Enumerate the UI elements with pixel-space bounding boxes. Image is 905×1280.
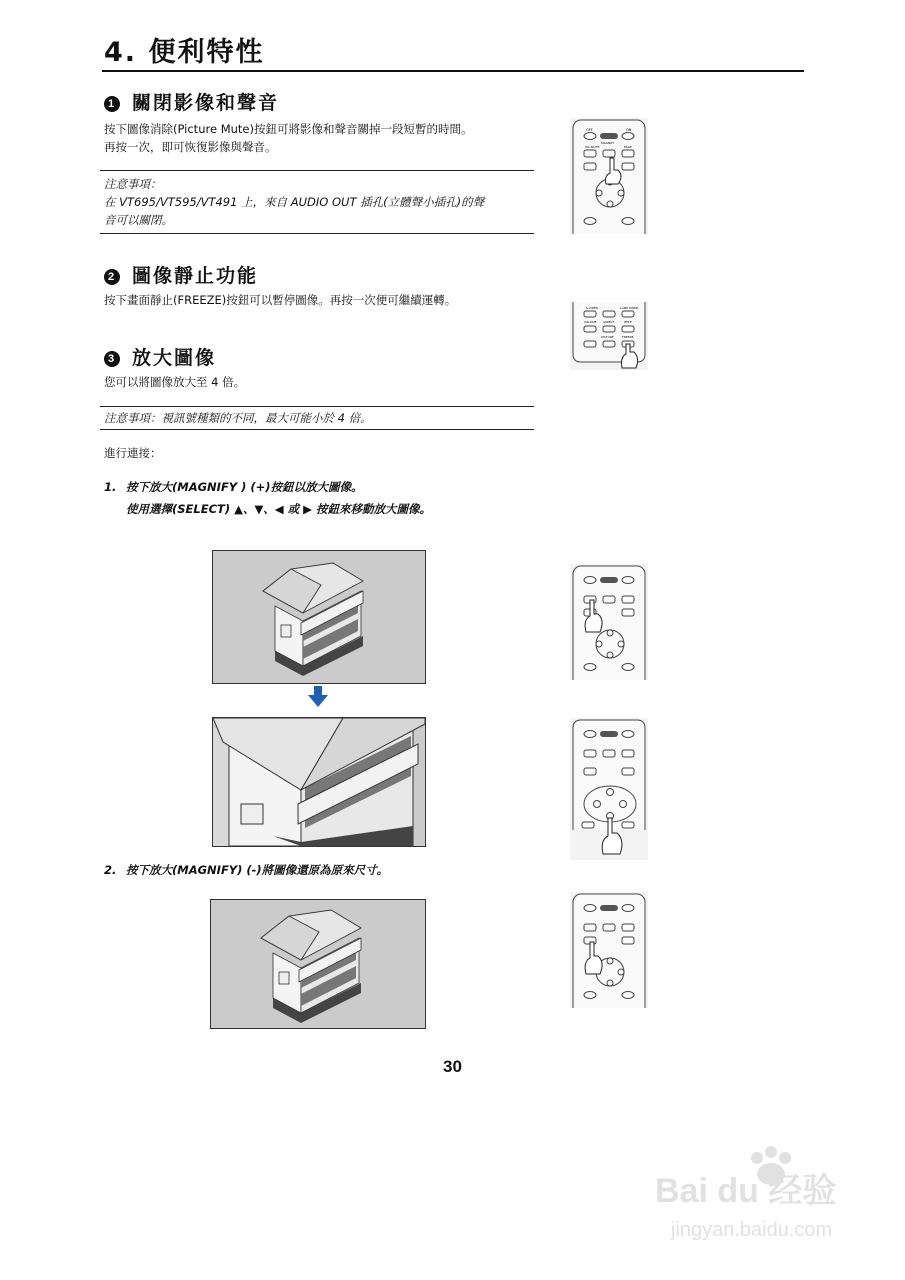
section1-line2: 再按一次，即可恢復影像與聲音。: [104, 140, 277, 154]
remote-picture-mute: [570, 118, 648, 234]
section1-title: 關閉影像和聲音: [132, 92, 280, 114]
house-image-restored: [210, 899, 426, 1029]
section1-body: [104, 120, 544, 156]
remote-label-s-video: S-VIDEO: [586, 306, 599, 310]
watermark-brand: Bai du 经验: [655, 1172, 837, 1210]
house-image-magnified: [212, 717, 426, 847]
remote-label-page: PAGE: [624, 145, 632, 149]
remote-label-volume: VOLUME: [584, 320, 597, 324]
section3-number: 3: [104, 351, 120, 367]
section3-title: 放大圖像: [132, 347, 217, 369]
step-1-line1: 按下放大(MAGNIFY ) (+)按鈕以放大圖像。: [126, 480, 363, 494]
remote-label-picmute: PIC-MUTE: [585, 145, 600, 149]
chapter-divider: [102, 70, 804, 72]
section2-number: 2: [104, 269, 120, 285]
step-2-line1: 按下放大(MAGNIFY) (-)將圖像還原為原來尺寸。: [126, 863, 389, 877]
remote-label-lamp-mode: LAMP MODE: [620, 306, 639, 310]
section3-heading: [104, 343, 216, 370]
remote-label-magnify: MAGNIFY: [601, 141, 615, 145]
section1-note: [100, 170, 534, 234]
procedure-label: 進行連接：: [104, 446, 162, 460]
remote-magnify-plus: [570, 564, 648, 680]
remote-label-aspect: ASPECT: [603, 320, 615, 324]
step-1-line2: 使用選擇(SELECT) ▲、▼、◀ 或 ▶ 按鈕來移動放大圖像。: [126, 502, 432, 516]
chapter-title: 4. 便利特性: [104, 37, 265, 68]
step-2-number: 2.: [104, 863, 117, 877]
remote-label-picture: PICTURE: [601, 335, 614, 339]
house-image-normal: [212, 550, 426, 684]
section3-note: [100, 406, 534, 430]
section1-heading: [104, 88, 279, 115]
remote-label-help: HELP: [624, 320, 632, 324]
remote-magnify-minus: [570, 892, 648, 1008]
remote-select: [570, 718, 648, 860]
section3-line1: 您可以將圖像放大至 4 倍。: [104, 375, 246, 389]
section2-line1: 按下畫面靜止(FREEZE)按鈕可以暫停圖像。再按一次便可繼續運轉。: [104, 293, 457, 307]
section1-note-line2: 音可以關閉。: [104, 213, 173, 227]
remote-label-off: OFF: [586, 128, 593, 132]
step-1: [104, 476, 544, 520]
step-2: [104, 859, 544, 881]
remote-freeze: [570, 302, 648, 370]
remote-label-on: ON: [626, 128, 632, 132]
step-1-number: 1.: [104, 480, 117, 494]
section1-number: 1: [104, 96, 120, 112]
page-number: 30: [443, 1057, 462, 1076]
section3-note-text: 注意事項：視訊號種類的不同，最大可能小於 4 倍。: [104, 411, 372, 425]
section2-title: 圖像靜止功能: [132, 265, 259, 287]
section1-note-label: 注意事項：: [104, 177, 162, 191]
section1-note-line1: 在 VT695/VT595/VT491 上，來自 AUDIO OUT 插孔(立體聲小插孔)的聲: [104, 195, 485, 209]
section2-heading: [104, 261, 258, 288]
watermark-url: jingyan.baidu.com: [671, 1219, 833, 1241]
remote-label-freeze: FREEZE: [622, 335, 634, 339]
baidu-watermark: [645, 1140, 865, 1250]
section1-line1: 按下圖像消除(Picture Mute)按鈕可將影像和聲音關掉一段短暫的時間。: [104, 122, 473, 136]
arrow-down-icon: [308, 686, 328, 708]
